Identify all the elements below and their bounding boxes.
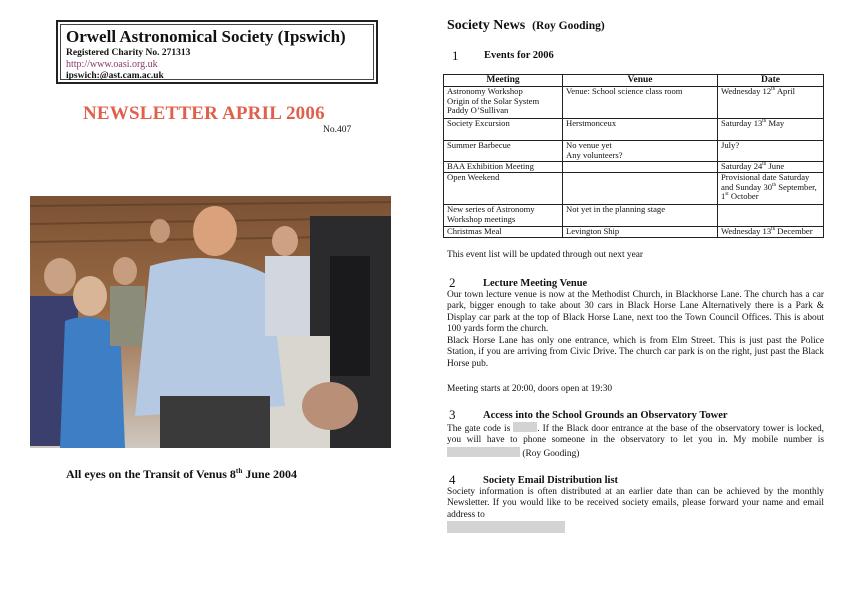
column-header-meeting: Meeting [444,75,563,87]
cell-meeting: New series of Astronomy Workshop meetings [444,205,563,227]
newsletter-title: NEWSLETTER APRIL 2006 [83,103,325,124]
section-number-2: 2 [449,275,456,290]
heading-author: (Roy Gooding) [532,20,605,32]
access-paragraph: The gate code is . If the Black door entrance at the base of the observatory tower is locked, you will have to phone someone in the observatory to let you in. My mobile number is (Roy Gooding) [447,424,824,459]
events-table [443,74,824,238]
charity-number: Registered Charity No. 271313 [66,48,191,58]
cell-meeting: Open Weekend [444,173,563,205]
photo-caption: All eyes on the Transit of Venus 8th June 2004 [66,467,298,481]
cell-date [718,205,824,227]
table-row [444,205,824,227]
cell-date: Wednesday 12th April [718,87,824,119]
section-number-4: 4 [449,472,456,487]
issue-number: No.407 [323,125,352,135]
cell-venue [563,162,718,173]
society-header-box [56,20,378,84]
cell-meeting: Astronomy Workshop Origin of the Solar System Paddy O’Sullivan [444,87,563,119]
table-row [444,119,824,141]
cell-venue: No venue yet Any volunteers? [563,141,718,162]
section-number-1: 1 [452,48,459,63]
redacted-mobile-number [447,447,520,457]
cell-venue: Venue: School science class room [563,87,718,119]
cell-venue [563,173,718,205]
email-list-paragraph: Society information is often distributed at an earlier date than can be achieved by the monthly Newsletter. If you would like to be received society emails, please forward your name and email address to [447,487,824,520]
redacted-gate-code [513,422,537,432]
cell-venue: Levington Ship [563,227,718,238]
website-link[interactable]: http://www.oasi.org.uk [66,59,158,70]
section-title-lecture-venue: Lecture Meeting Venue [483,278,588,289]
meeting-times: Meeting starts at 20:00, doors open at 19:30 [447,384,613,394]
cell-meeting: Society Excursion [444,119,563,141]
section-title-email-list: Society Email Distribution list [483,475,619,486]
table-row [444,173,824,205]
society-news-heading: Society News (Roy Gooding) [447,18,605,33]
cell-date: Saturday 13th May [718,119,824,141]
cell-venue: Not yet in the planning stage [563,205,718,227]
cell-meeting: BAA Exhibition Meeting [444,162,563,173]
cell-meeting: Christmas Meal [444,227,563,238]
column-header-date: Date [718,75,824,87]
redacted-email-address [447,521,565,533]
lecture-venue-paragraph-2: Black Horse Lane has only one entrance, which is from Elm Street. This is just past the Police Station, if you are arriving from Civic Drive. The church car park is on the right, just past the Black Horse pub. [447,336,824,369]
events-table-header [444,75,824,87]
table-row [444,87,824,119]
cell-meeting: Summer Barbecue [444,141,563,162]
table-row [444,227,824,238]
cell-date: Saturday 24th June [718,162,824,173]
section-title-access: Access into the School Grounds an Observatory Tower [483,410,728,421]
section-title-events: Events for 2006 [484,50,554,61]
table-row [444,141,824,162]
table-row [444,162,824,173]
table-note: This event list will be updated through out next year [447,250,644,260]
cell-date: July? [718,141,824,162]
email-address[interactable]: ipswich:@ast.cam.ac.uk [66,71,164,81]
transit-of-venus-photo [30,196,391,448]
cell-venue: Herstmonceux [563,119,718,141]
section-number-3: 3 [449,407,456,422]
cell-date: Provisional date Saturday and Sunday 30th September, 1st October [718,173,824,205]
lecture-venue-paragraph-1: Our town lecture venue is now at the Methodist Church, in Blackhorse Lane. The church has a car park, bigger enough to take about 30 cars in Black Horse Lane Alternatively there is a Park & Display car park at the top of Black Horse Lane, next too the Town Council Offices. This is about 100 yards form the church. [447,290,824,335]
society-title: Orwell Astronomical Society (Ipswich) [66,27,346,46]
cell-date: Wednesday 13th December [718,227,824,238]
column-header-venue: Venue [563,75,718,87]
